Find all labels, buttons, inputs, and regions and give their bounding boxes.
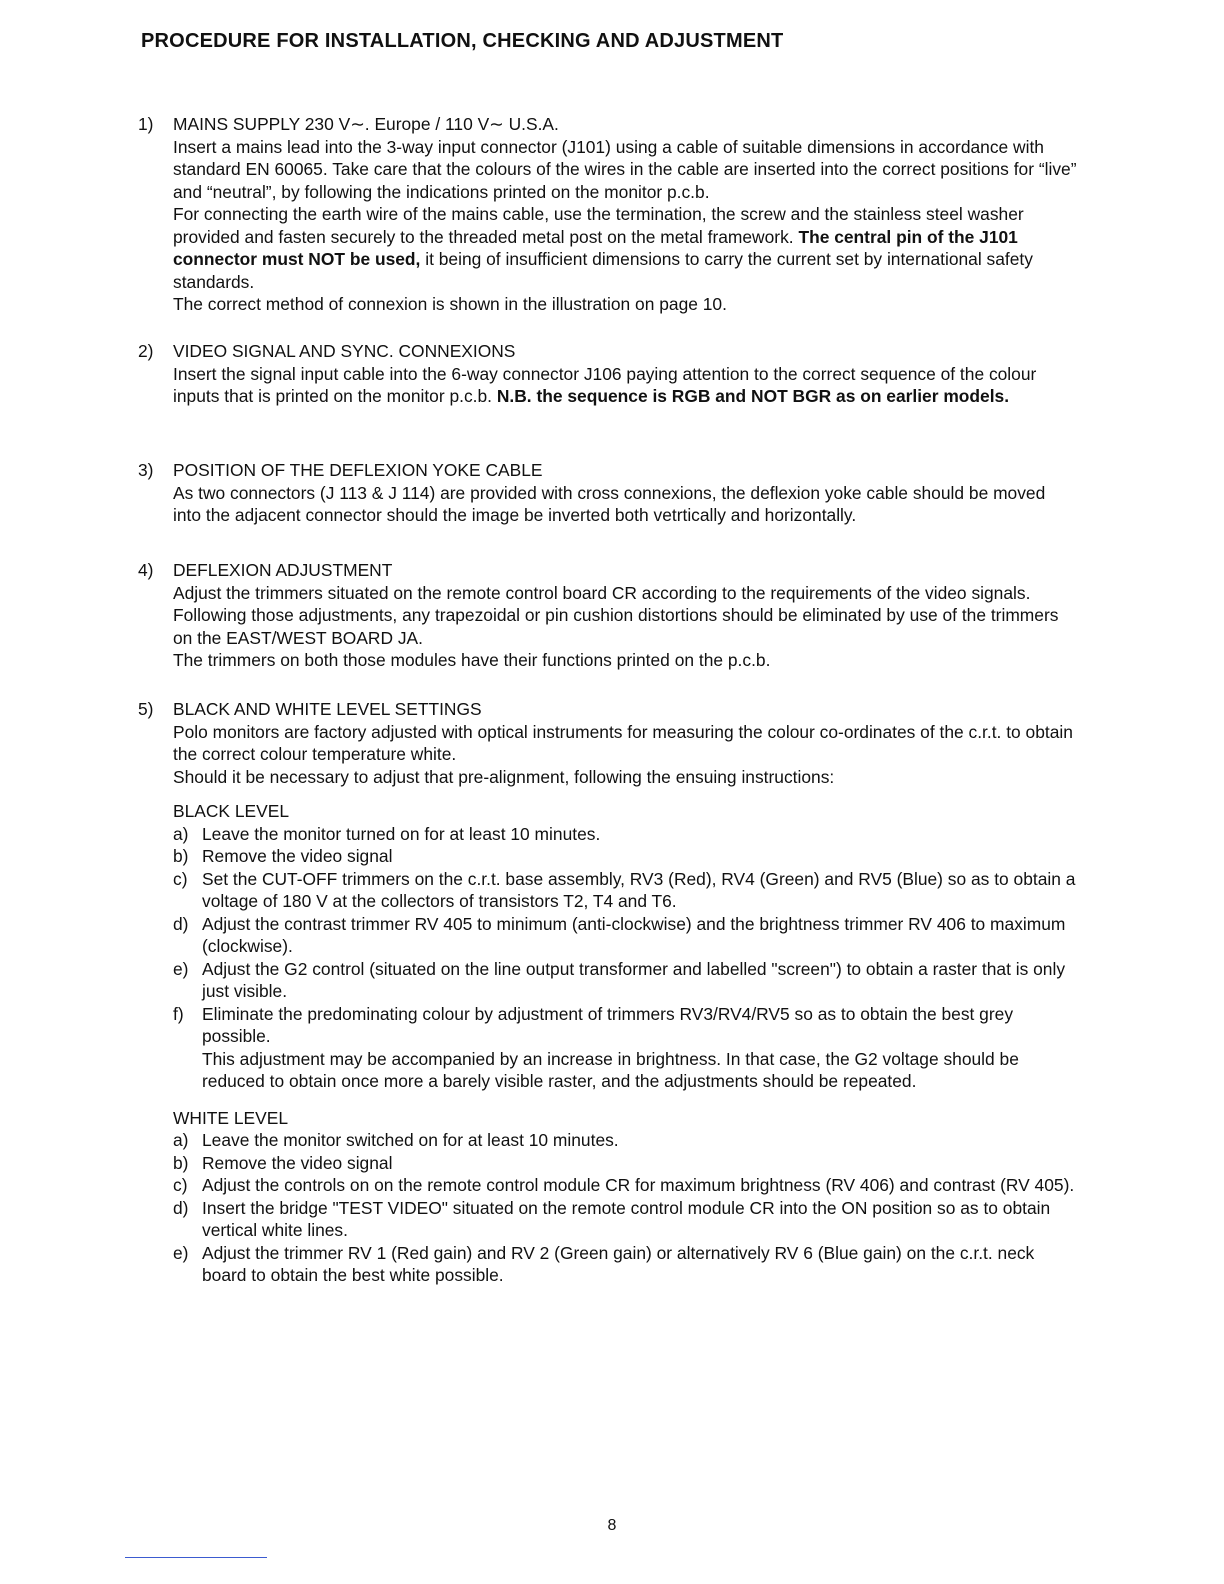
item-text: Leave the monitor switched on for at least 10 minutes. [202,1130,619,1150]
section-number: 4) [138,560,154,580]
list-item [173,845,1078,868]
list-item [173,1174,1078,1197]
item-letter: e) [173,1242,189,1263]
item-text: Insert the bridge "TEST VIDEO" situated on the remote control module CR into the ON position so as to obtain vertical white lines. [202,1197,1051,1240]
section-deflexion-adjustment [138,559,1078,672]
warning-text: The central pin of the J101 connector must NOT be used, [173,226,1018,269]
list-item [173,1129,1078,1152]
paragraph [173,203,1078,293]
paragraph: Should it be necessary to adjust that pre-alignment, following the ensuing instructions: [173,766,835,787]
item-note: This adjustment may be accompanied by an increase in brightness. In that case, the G2 voltage should be reduced to obtain once more a barely visible raster, and the adjustments should be repeated. [202,1048,1019,1091]
footer-rule [125,1557,267,1558]
section-heading: POSITION OF THE DEFLEXION YOKE CABLE [173,460,543,480]
note-text: N.B. the sequence is RGB and NOT BGR as on earlier models. [496,386,1010,406]
list-item [173,1242,1078,1287]
white-level-heading: WHITE LEVEL [173,1107,289,1128]
item-text: Adjust the trimmer RV 1 (Red gain) and RV 2 (Green gain) or alternatively RV 6 (Blue gain) on the c.r.t. neck board to obtain the best white possible. [202,1242,1035,1285]
list-item [173,1152,1078,1175]
item-letter: a) [173,1130,189,1150]
list-item [173,868,1078,913]
section-deflexion-yoke [138,459,1078,527]
item-letter: c) [173,1175,188,1195]
text: For connecting the earth wire of the mains cable, use the termination, the screw and the stainless steel washer provided and fasten securely to the threaded metal post on the metal framework. [173,204,1024,247]
item-letter: f) [173,1003,184,1024]
paragraph: As two connectors (J 113 & J 114) are provided with cross connexions, the deflexion yoke cable should be moved into the adjacent connector should the image be inverted both vetrtically and horizontally. [173,482,1046,525]
item-letter: c) [173,868,188,889]
section-heading: VIDEO SIGNAL AND SYNC. CONNEXIONS [173,341,516,361]
section-number: 1) [138,114,154,134]
item-text: Eliminate the predominating colour by adjustment of trimmers RV3/RV4/RV5 so as to obtain the best grey possible. [202,1003,1014,1046]
list-item [173,1003,1078,1093]
page-title: PROCEDURE FOR INSTALLATION, CHECKING AND ADJUSTMENT [141,30,784,52]
paragraph: Polo monitors are factory adjusted with optical instruments for measuring the colour co-ordinates of the c.r.t. to obtain the correct colour temperature white. [173,721,1073,764]
item-letter: a) [173,823,189,844]
item-letter: b) [173,1152,189,1173]
item-text: Adjust the controls on on the remote control module CR for maximum brightness (RV 406) and contrast (RV 405). [202,1175,1075,1195]
paragraph: Adjust the trimmers situated on the remote control board CR according to the requirements of the video signals. Following those adjustments, any trapezoidal or pin cushion distortions should be eliminated by use of the trimmers on the EAST/WEST BOARD JA. [173,582,1059,648]
paragraph [173,363,1078,408]
item-text: Adjust the contrast trimmer RV 405 to minimum (anti-clockwise) and the brightness trimmer RV 406 to maximum (clockwise). [202,913,1066,956]
section-heading: BLACK AND WHITE LEVEL SETTINGS [173,699,482,719]
item-letter: d) [173,1197,189,1218]
paragraph: The correct method of connexion is shown in the illustration on page 10. [173,294,727,314]
page-number: 8 [607,1517,617,1534]
item-text: Leave the monitor turned on for at least 10 minutes. [202,823,601,844]
section-heading: MAINS SUPPLY 230 V∼. Europe / 110 V∼ U.S.A. [173,114,559,134]
section-number: 2) [138,341,154,361]
item-text: Remove the video signal [202,1152,393,1173]
section-number: 5) [138,699,154,719]
section-mains-supply [138,113,1078,316]
item-text: Set the CUT-OFF trimmers on the c.r.t. base assembly, RV3 (Red), RV4 (Green) and RV5 (Blue) so as to obtain a voltage of 180 V at the collectors of transistors T2, T4 and T6. [202,868,1076,911]
list-item [173,1197,1078,1242]
text: it being of insufficient dimensions to carry the current set by international safety standards. [173,249,1033,292]
text: Insert the signal input cable into the 6-way connector J106 paying attention to the correct sequence of the colour inputs that is printed on the monitor p.c.b. [173,363,1037,406]
item-letter: e) [173,958,189,979]
item-letter: d) [173,913,189,934]
item-text: Remove the video signal [202,846,393,866]
list-item [173,958,1078,1003]
section-heading: DEFLEXION ADJUSTMENT [173,560,393,580]
section-video-signal [138,340,1078,408]
black-level-heading: BLACK LEVEL [173,801,290,821]
paragraph: Insert a mains lead into the 3-way input connector (J101) using a cable of suitable dimensions in accordance with standard EN 60065. Take care that the colours of the wires in the cable are inserted into the correct positions for “live” and “neutral”, by following the indications printed on the monitor p.c.b. [173,136,1077,202]
section-number: 3) [138,460,154,480]
list-item [173,913,1078,958]
list-item [173,823,1078,846]
item-letter: b) [173,846,189,866]
section-black-white-level [138,698,1078,1287]
paragraph: The trimmers on both those modules have their functions printed on the p.c.b. [173,650,771,670]
item-text: Adjust the G2 control (situated on the line output transformer and labelled "screen") to obtain a raster that is only just visible. [202,958,1066,1001]
